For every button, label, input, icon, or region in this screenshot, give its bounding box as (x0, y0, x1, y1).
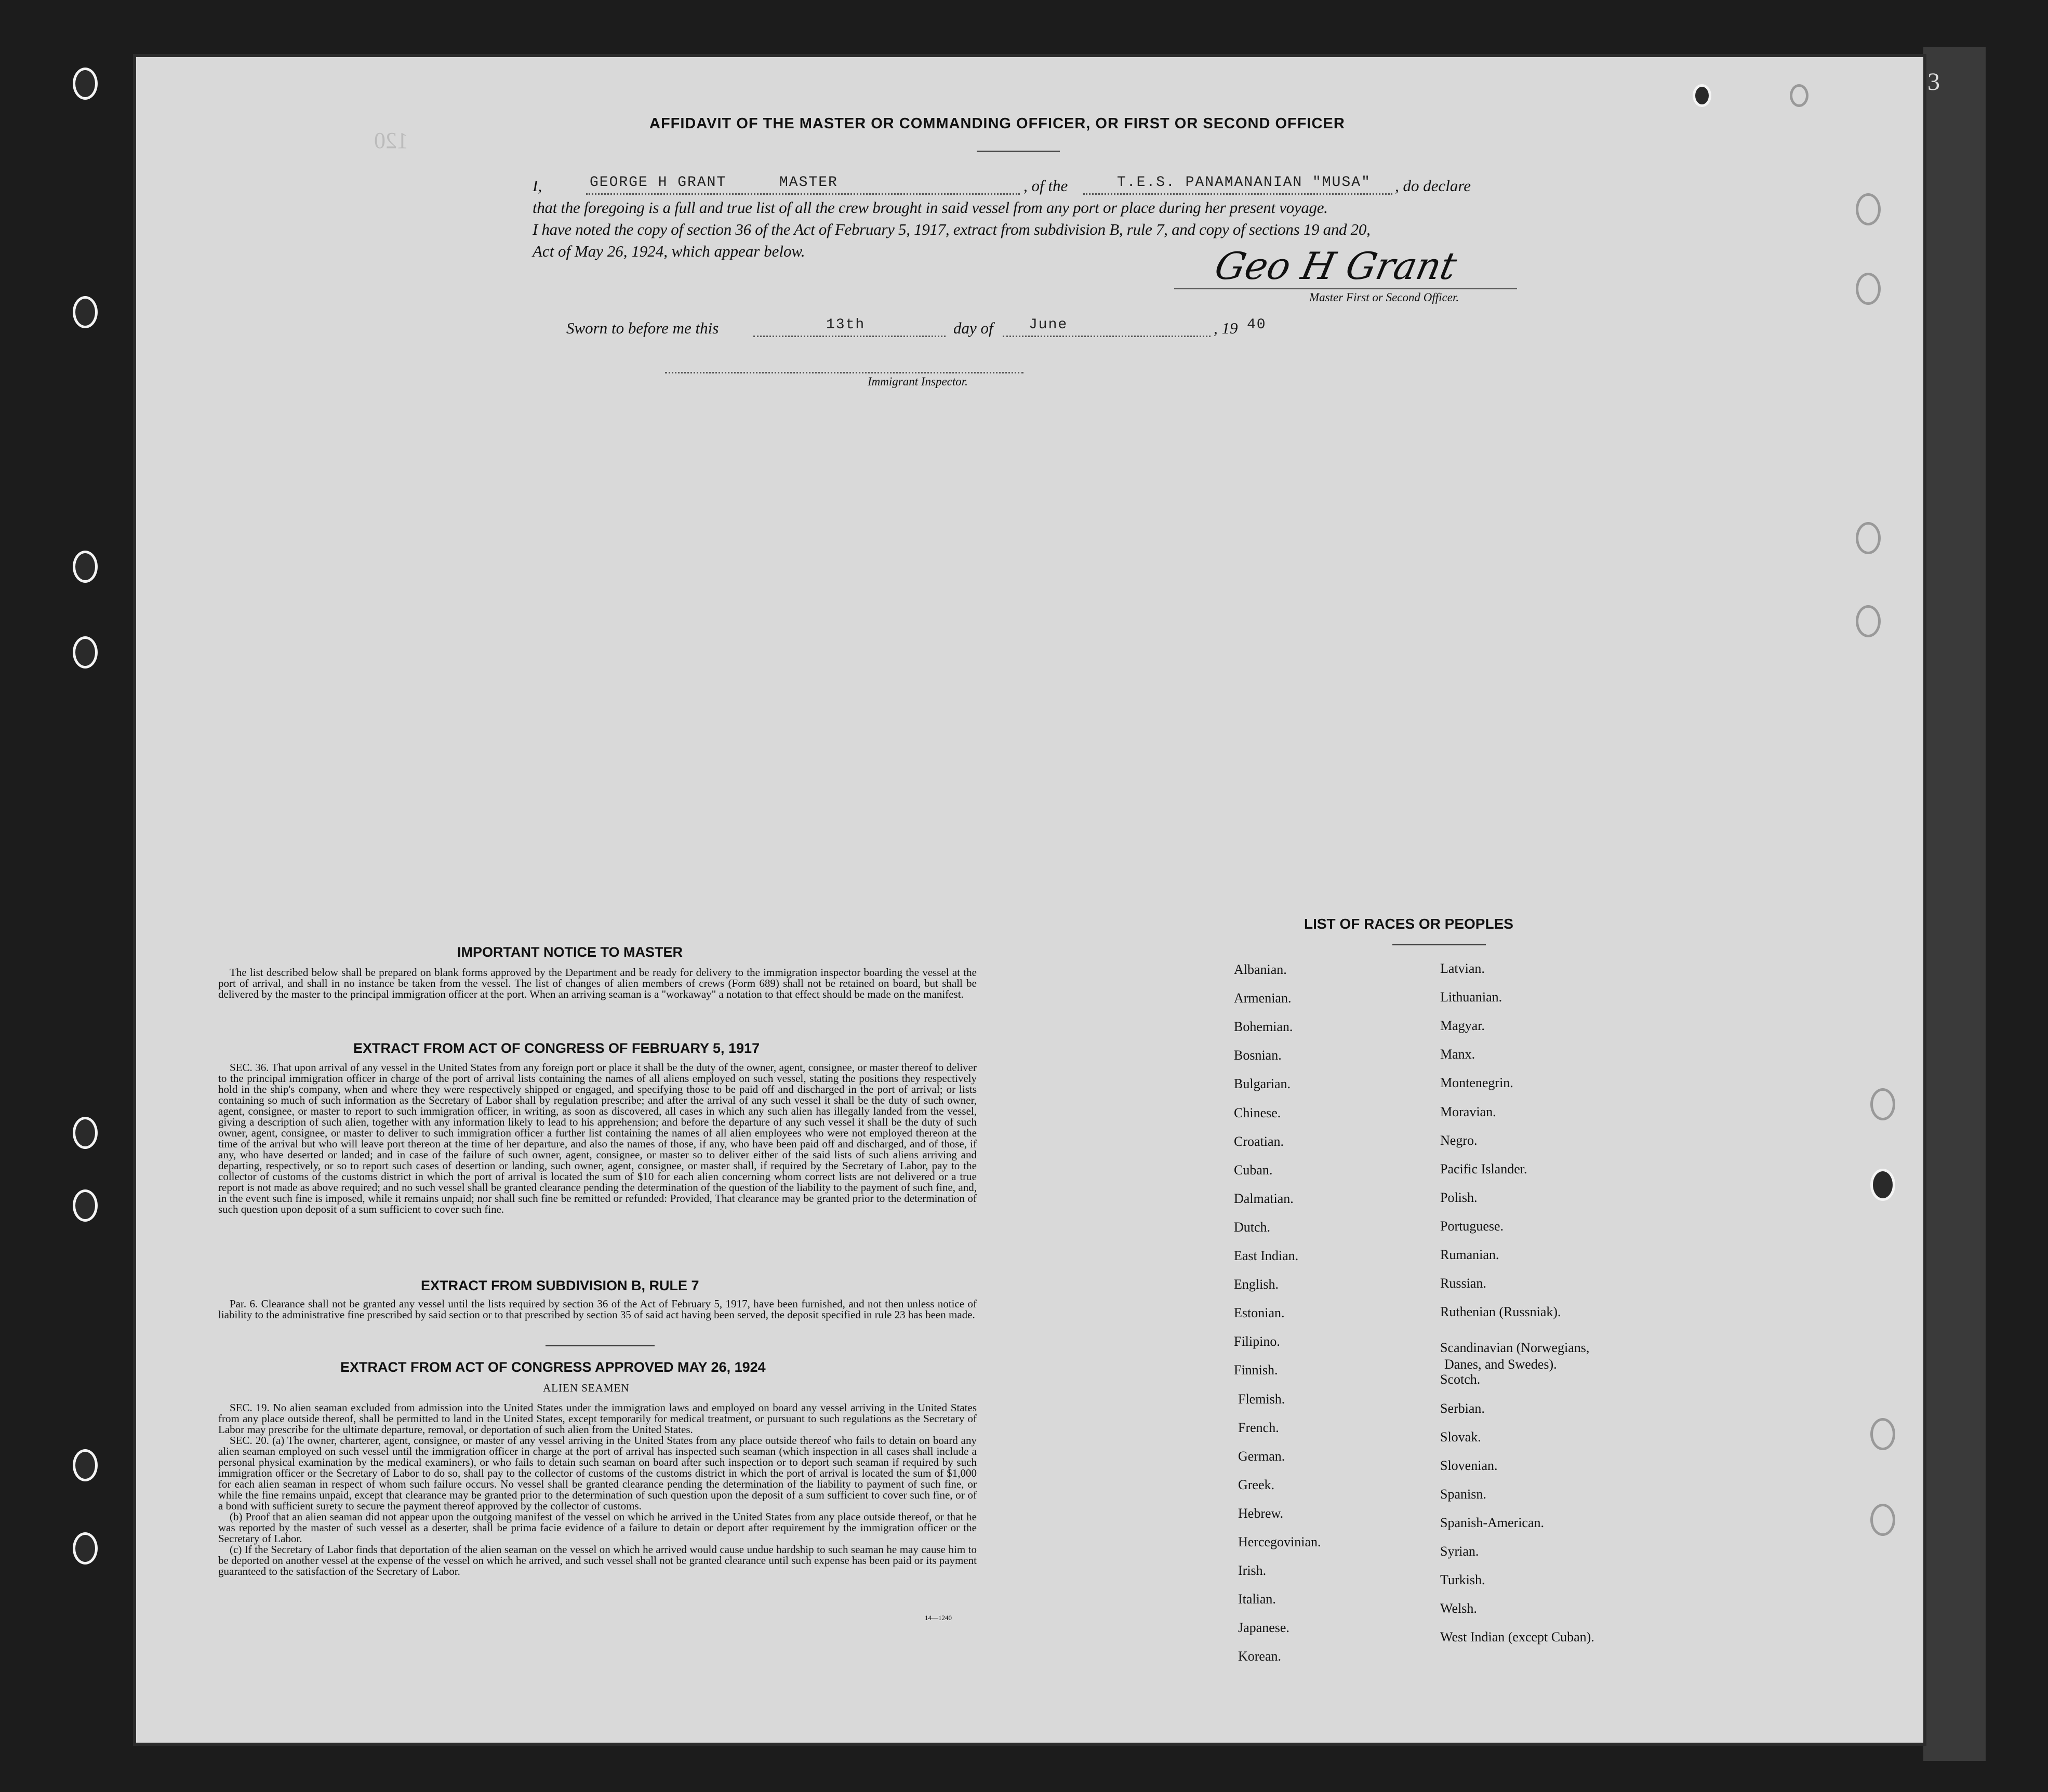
race-item: East Indian. (1234, 1248, 1299, 1263)
race-item: Magyar. (1440, 1018, 1485, 1034)
race-item: Albanian. (1234, 962, 1287, 977)
extract-1924-text (218, 1402, 977, 1577)
binder-hole (73, 636, 98, 668)
sworn-year-field: 40 (1247, 317, 1267, 333)
binder-hole (1856, 273, 1881, 305)
binder-hole (1856, 522, 1881, 554)
race-item: Dalmatian. (1234, 1191, 1294, 1206)
rule-7-heading: EXTRACT FROM SUBDIVISION B, RULE 7 (421, 1278, 699, 1293)
divider (1392, 944, 1486, 945)
binder-hole (1790, 84, 1808, 107)
divider (977, 151, 1060, 152)
binder-hole (73, 1449, 98, 1481)
page-number: 3 (1927, 68, 1940, 96)
divider (546, 1345, 655, 1346)
sec-20b-text: (b) Proof that an alien seaman did not appear upon the outgoing manifest of the vessel on which he arrived in the United States from any place outside thereof, or that he was reported by the master of such vessel as a deserter, shall be prima facie evidence of a failure to detain or deport after requirement by the immigration officer or the Secretary of Labor. (218, 1510, 977, 1545)
race-item: French. (1238, 1420, 1279, 1435)
race-item: Lithuanian. (1440, 989, 1502, 1005)
do-declare-text: , do declare (1395, 177, 1471, 195)
bleed-through-mark: 120 (374, 128, 408, 153)
race-item: Hebrew. (1238, 1505, 1284, 1521)
rule-7-text: Par. 6. Clearance shall not be granted any vessel until the lists required by section 36 of the Act of February 5, 1917, have been furnished, and not then unless notice of liability to the administrative fine prescribed by said section or to that prescribed by section 35 of said act having been served, the deposit specified in rule 23 has been made. (218, 1298, 977, 1321)
race-item: Bohemian. (1234, 1019, 1293, 1035)
race-item: Irish. (1238, 1563, 1267, 1579)
race-item: Croatian. (1234, 1133, 1284, 1149)
inspector-caption: Immigrant Inspector. (868, 375, 968, 388)
day-of-text: day of (953, 319, 993, 337)
extract-1917-text: SEC. 36. That upon arrival of any vessel in the United States from any foreign port or place it shall be the duty of the owner, agent, consignee, or master thereof to deliver to the principal immigration officer in charge of the port of arrival lists containing the names of all aliens employed on such vessel, stating the positions they respectively hold in the ship's company, when and where they were respectively shipped or engaged, and specifying those to be paid off and discharged in the port of arrival; or lists containing so much of such information as the Secretary of Labor shall by regulation prescribe; and after the arrival of any such vessel it shall be the duty of such owner, agent, consignee, or master to report to such immigration officer, in writing, as soon as discovered, all cases in which any such alien has illegally landed from the vessel, giving a description of such alien, together with any information likely to lead to his apprehension; and before the departure of any such vessel it shall be the duty of such owner, agent, consignee, or master to deliver to such immigration officer a further list containing the names of all alien employees who were not employed thereon at the time of the arrival but who will leave port thereon at the time of her departure, and also the names of those, if any, who have been paid off and discharged, and of those, if any, who have deserted or landed; and in case of the failure of such owner, agent, consignee, or master so to deliver either of the said lists of such aliens arriving and departing, respectively, or so to report such cases of desertion or landing, such owner, agent, consignee, or master shall, if required by the Secretary of Labor, pay to the collector of customs of the customs district in which the port of arrival is located the sum of $10 for each alien concerning whom correct lists are not delivered or a true report is not made as above required; and no such vessel shall be granted clearance pending the determination of the question of the liability to the payment of such fine, and, in the event such fine is imposed, while it remains unpaid; nor shall such fine be remitted or refunded: Provided, That clearance may be granted prior to the determination of such question upon deposit of a sum sufficient to cover such fine. (218, 1061, 977, 1215)
inspector-line (665, 372, 1023, 373)
race-item: Slovak. (1440, 1429, 1481, 1445)
binder-hole (73, 68, 98, 100)
name-line (586, 193, 1020, 195)
race-item: Cuban. (1234, 1162, 1273, 1178)
binder-hole (1870, 1169, 1895, 1201)
binder-hole (73, 296, 98, 328)
sec-20a-text: SEC. 20. (a) The owner, charterer, agent, consignee, or master of any vessel arriving in the United States from any place outside thereof who fails to detain on board any alien seaman employed on such vessel until the immigration officer in charge at the port of arrival has inspected such seaman (which inspection in all cases shall include a personal physical examination by the medical examiners), or who fails to detain such seaman on board after such inspection or to deport such seaman if required by such immigration officer or the Secretary of Labor to do so, shall pay to the collector of customs of the customs district in which the port of arrival is located the sum of $1,000 for each alien seaman in respect of whom such failure occurs. No vessel shall be granted clearance pending the determination of the liability to payment of such fine, or while the fine remains unpaid, except that clearance may be granted prior to the determination of such question upon the deposit of a sum sufficient to cover such fine, or of a bond with sufficient surety to secure the payment thereof approved by the collector of customs. (218, 1434, 977, 1512)
race-item: Portuguese. (1440, 1218, 1504, 1234)
race-item: Bosnian. (1234, 1048, 1282, 1063)
race-item: Estonian. (1234, 1305, 1285, 1321)
binder-edge (1923, 47, 1986, 1761)
binder-hole (1693, 84, 1711, 107)
race-item: Moravian. (1440, 1104, 1496, 1119)
binder-hole (1870, 1088, 1895, 1120)
master-title-field: MASTER (779, 175, 838, 191)
sworn-day-field: 13th (826, 317, 866, 333)
affidavit-pronoun: I, (533, 177, 542, 195)
master-name-field: GEORGE H GRANT (590, 175, 727, 191)
notice-text: The list described below shall be prepared on blank forms approved by the Department and be ready for delivery to the immigration inspector boarding the vessel at the port of arrival, and shall in no instance be taken from the vessel. The list of changes of alien members of crews (Form 689) shall not be retained on board, but shall be delivered by the master to the principal immigration officer at the port. When an arriving seaman is a "workaway" a notation to that effect should be made on the manifest. (218, 966, 977, 1000)
race-item: Montenegrin. (1440, 1075, 1513, 1091)
race-item: Bulgarian. (1234, 1076, 1291, 1092)
race-item: Rumanian. (1440, 1247, 1499, 1262)
extract-1917-heading: EXTRACT FROM ACT OF CONGRESS OF FEBRUARY 5, 1917 (353, 1040, 760, 1056)
race-item: Italian. (1238, 1592, 1276, 1607)
sworn-prefix: Sworn to before me this (566, 319, 719, 337)
sec-19-text: SEC. 19. No alien seaman excluded from admission into the United States under the immigration laws and employed on board any vessel arriving in the United States from any place outside thereof, shall be permitted to land in the United States, except temporarily for medical treatment, or pursuant to such regulations as the Secretary of Labor may prescribe for the ultimate departure, removal, or deportation of such alien from the United States. (218, 1401, 977, 1436)
race-item: Turkish. (1440, 1572, 1485, 1588)
binder-hole (73, 1117, 98, 1149)
race-item: Flemish. (1238, 1391, 1285, 1407)
race-item: Welsh. (1440, 1601, 1477, 1616)
race-item: Syrian. (1440, 1544, 1479, 1559)
signature-caption: Master First or Second Officer. (1309, 291, 1459, 304)
race-item: Chinese. (1234, 1105, 1281, 1120)
race-item: Ruthenian (Russniak). (1440, 1304, 1561, 1320)
race-item: Spanisn. (1440, 1486, 1486, 1502)
race-item: Polish. (1440, 1189, 1478, 1205)
binder-hole (1856, 193, 1881, 225)
race-item: English. (1234, 1277, 1279, 1292)
race-item: Manx. (1440, 1047, 1475, 1062)
affidavit-heading: AFFIDAVIT OF THE MASTER OR COMMANDING OFFICER, OR FIRST OR SECOND OFFICER (649, 115, 1345, 132)
vessel-line (1083, 193, 1392, 195)
race-item: Filipino. (1234, 1334, 1280, 1349)
of-the-text: , of the (1023, 177, 1068, 195)
form-number: 14—1240 (925, 1614, 952, 1622)
master-signature: Geo H Grant (1211, 244, 1461, 288)
race-item: Pacific Islander. (1440, 1161, 1527, 1176)
race-item: Latvian. (1440, 961, 1485, 976)
affidavit-line-3: I have noted the copy of section 36 of the Act of February 5, 1917, extract from subdivision B, rule 7, and copy of sections 19 and 20, (533, 220, 1371, 238)
sworn-day-line (753, 336, 946, 337)
race-item: Serbian. (1440, 1400, 1485, 1416)
race-item: Korean. (1238, 1649, 1282, 1664)
binder-hole (1870, 1418, 1895, 1450)
race-item: Danes, and Swedes). (1444, 1357, 1557, 1372)
sworn-month-field: June (1029, 317, 1068, 333)
race-item: West Indian (except Cuban). (1440, 1629, 1594, 1645)
affidavit-line-4: Act of May 26, 1924, which appear below. (533, 242, 805, 260)
year-prefix: , 19 (1214, 319, 1238, 337)
extract-1924-heading: EXTRACT FROM ACT OF CONGRESS APPROVED MAY 26, 1924 (340, 1359, 766, 1375)
races-heading: LIST OF RACES OR PEOPLES (1304, 916, 1513, 932)
notice-heading: IMPORTANT NOTICE TO MASTER (457, 944, 683, 960)
race-item: Armenian. (1234, 991, 1292, 1006)
race-item: Negro. (1440, 1132, 1478, 1148)
binder-hole (73, 551, 98, 583)
race-item: German. (1238, 1448, 1285, 1464)
race-item: Russian. (1440, 1276, 1486, 1291)
race-item: Finnish. (1234, 1362, 1278, 1378)
race-item: Dutch. (1234, 1219, 1271, 1235)
sec-20c-text: (c) If the Secretary of Labor finds that deportation of the alien seaman on the vessel on which he arrived would cause undue hardship to such seaman he may cause him to be deported on another vessel at the expense of the vessel on which he arrived, and such vessel shall not be granted clearance until such expense has been paid or its payment guaranteed to the satisfaction of the Secretary of Labor. (218, 1543, 977, 1577)
binder-hole (1856, 605, 1881, 637)
race-item: Slovenian. (1440, 1457, 1498, 1473)
binder-hole (73, 1532, 98, 1564)
race-item: Spanish-American. (1440, 1515, 1545, 1530)
binder-hole (1870, 1504, 1895, 1536)
race-item: Scandinavian (Norwegians, (1440, 1340, 1590, 1355)
race-item: Scotch. (1440, 1372, 1481, 1387)
alien-seamen-subheading: ALIEN SEAMEN (543, 1382, 630, 1394)
race-item: Greek. (1238, 1477, 1275, 1492)
affidavit-line-2: that the foregoing is a full and true list of all the crew brought in said vessel from any port or place during her present voyage. (533, 198, 1328, 217)
race-item: Japanese. (1238, 1620, 1289, 1636)
race-item: Hercegovinian. (1238, 1534, 1321, 1549)
signature-line (1174, 288, 1517, 289)
binder-hole (73, 1189, 98, 1222)
sworn-month-line (1003, 336, 1211, 337)
vessel-name-field: T.E.S. PANAMANANIAN "MUSA" (1117, 175, 1371, 191)
